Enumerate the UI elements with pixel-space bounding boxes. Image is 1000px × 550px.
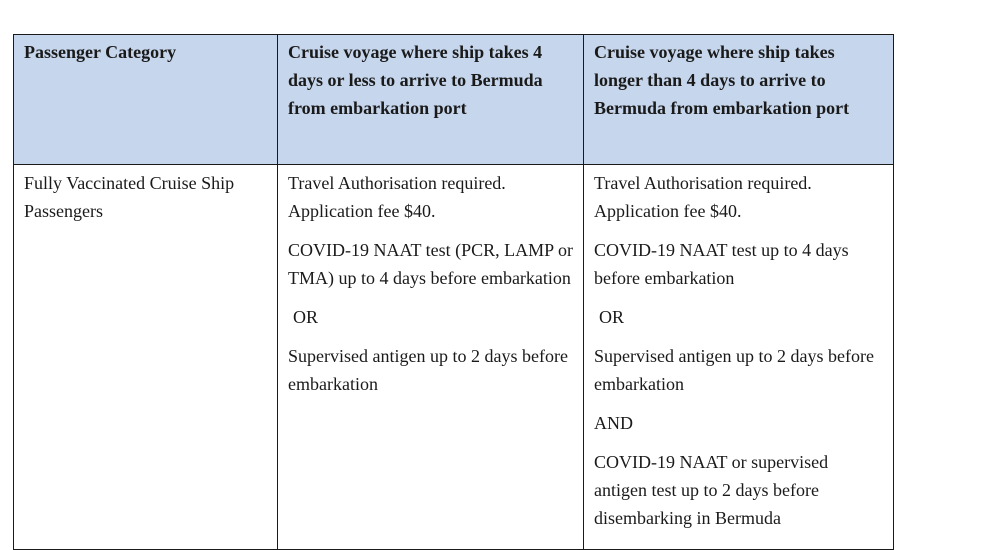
header-short-voyage: Cruise voyage where ship takes 4 days or less to arrive to Bermuda from embarkation port xyxy=(278,35,584,165)
short-voyage-cell xyxy=(278,165,584,550)
long-travel-authorisation: Travel Authorisation required. Application fee $40. xyxy=(594,173,812,221)
long-naat-test: COVID-19 NAAT test up to 4 days before embarkation xyxy=(594,240,849,288)
long-disembark-test: COVID-19 NAAT or supervised antigen test up to 2 days before disembarking in Bermuda xyxy=(594,452,829,528)
table-header xyxy=(14,35,894,165)
long-voyage-cell xyxy=(584,165,894,550)
requirements-table xyxy=(13,34,894,550)
header-passenger-category: Passenger Category xyxy=(14,35,278,165)
short-naat-test: COVID-19 NAAT test (PCR, LAMP or TMA) up to 4 days before embarkation xyxy=(288,240,574,288)
header-long-voyage: Cruise voyage where ship takes longer than 4 days to arrive to Bermuda from embarkation port xyxy=(584,35,894,165)
long-or-connector: OR xyxy=(599,307,625,327)
short-antigen-test: Supervised antigen up to 2 days before embarkation xyxy=(288,346,568,394)
header-row xyxy=(14,35,894,165)
table-row xyxy=(14,165,894,550)
long-and-connector: AND xyxy=(594,413,633,433)
short-travel-authorisation: Travel Authorisation required. Application fee $40. xyxy=(288,173,506,221)
table-body xyxy=(14,165,894,550)
category-cell xyxy=(14,165,278,550)
short-or-connector: OR xyxy=(293,307,319,327)
long-antigen-test: Supervised antigen up to 2 days before embarkation xyxy=(594,346,874,394)
category-text: Fully Vaccinated Cruise Ship Passengers xyxy=(24,173,235,221)
